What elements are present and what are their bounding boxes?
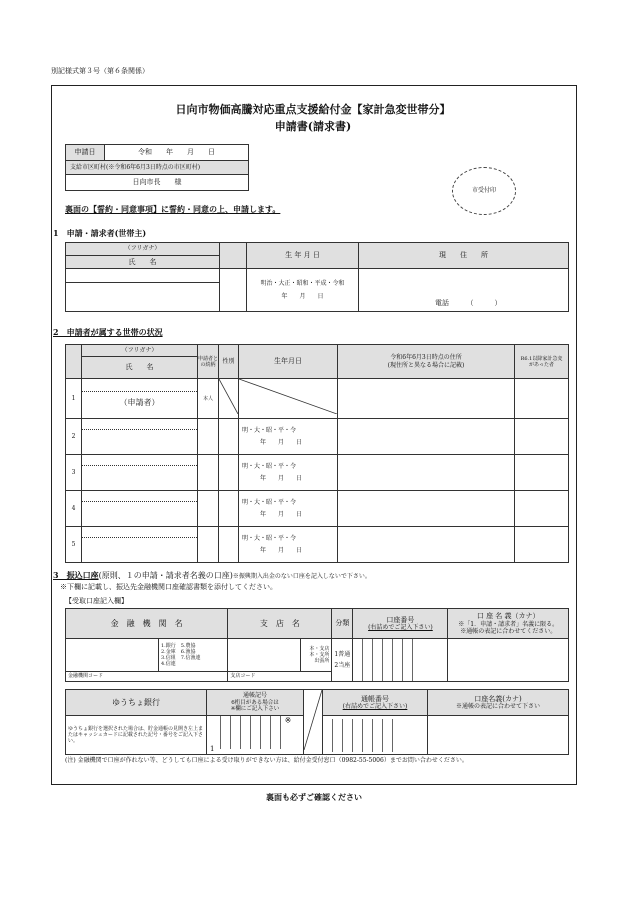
bank-name-header: 金 融 機 関 名 [66,609,228,639]
account-number-header: 口座番号 (右詰めでご記入下さい) [353,609,448,639]
form-subtitle: 申請書(請求書) [274,120,352,133]
sex-header: 性別 [219,345,239,379]
branch-type-options[interactable]: 本・支店 本・支所 出張所 [301,639,332,672]
address-header: 現 住 所 [359,243,569,269]
household-row: 4 明・大・昭・平・令 年 月 日 [66,491,569,527]
branch-name-field[interactable] [228,639,301,672]
member-name-field[interactable] [82,455,198,491]
furigana-header: （フリガナ） [66,243,220,256]
sudden-change-field[interactable] [515,379,569,419]
household-name-header: 氏 名 [82,357,198,379]
birthdate-field-disabled [239,379,338,419]
account-category-options[interactable]: 1普通 2当座 [332,639,353,682]
category-header: 分類 [332,609,353,639]
applicant-marker: （申請者） [82,391,197,417]
sudden-change-field[interactable] [515,419,569,455]
applicant-extra-field[interactable] [220,269,247,312]
municipality-label: 支給市区町村(※令和6年6月3日時点の市区町村) [66,161,249,175]
prior-address-field[interactable] [338,419,515,455]
application-box [65,144,249,191]
section2-heading: 2 申請者が属する世帯の状況 [53,327,163,337]
yucho-account-table [65,689,569,755]
sudden-change-field[interactable] [515,491,569,527]
back-side-reminder: 裏面も必ずご確認ください [266,792,362,802]
applicant-table [65,242,569,312]
sudden-change-field[interactable] [515,527,569,563]
mayor-address: 日向市長 様 [66,175,249,191]
relation-self: 本人 [198,379,219,419]
birthdate-header: 生 年 月 日 [247,243,359,269]
branch-name-header: 支 店 名 [228,609,332,639]
sex-field-disabled [219,379,239,419]
relation-header: 申請者との続柄 [198,345,219,379]
prior-address-field[interactable] [338,379,515,419]
household-row: 2 明・大・昭・平・令 年 月 日 [66,419,569,455]
yucho-holder-field[interactable] [428,716,569,755]
member-birthdate-field[interactable]: 明・大・昭・平・令 年 月 日 [239,491,338,527]
yucho-header: ゆうちょ銀行 [66,690,207,716]
prior-address-header: 令和6年6月3日時点の住所 (現住所と異なる場合に記載) [338,345,515,379]
household-table [65,344,569,563]
applicant-furigana-field[interactable] [66,269,220,283]
bank-type-options[interactable]: 1.銀行 5.農協 2.金庫 6.漁協 3.信組 7.信漁連 4.信連 [159,639,228,672]
diagonal-strike [239,379,337,414]
sudden-change-header: R6.1以降家計急変があった者 [515,345,569,379]
passbook-number-header: 通帳番号 (右詰めでご記入下さい) [323,690,428,716]
account-box-label: 【受取口座記入欄】 [65,597,128,605]
reception-stamp: 市受付印 [452,167,516,215]
diagonal-strike [304,690,322,750]
name-header: 氏 名 [66,256,220,269]
passbook-symbol-boxes[interactable] [207,716,304,755]
applicant-birthdate-field[interactable]: 明治・大正・昭和・平成・令和 年 月 日 [247,269,359,312]
date-field[interactable]: 令和 年 月 日 [105,145,249,161]
bank-name-field[interactable] [66,639,159,672]
relation-field[interactable] [198,527,219,563]
yucho-holder-header: 口座名義(カナ) ※通帳の表記に合わせて下さい [428,690,569,716]
household-birthdate-header: 生年月日 [239,345,338,379]
consent-statement: 裏面の【誓約・同意事項】に誓約・同意の上、申請します。 [65,204,281,214]
member-name-field[interactable] [82,419,198,455]
date-label: 申請日 [66,145,105,161]
member-name-field[interactable] [82,527,198,563]
account-number-boxes[interactable] [353,639,448,682]
passbook-symbol-header: 通帳記号 6桁目がある場合は ※欄にご記入下さい [207,690,304,716]
section1-heading: 1 申請・請求者(世帯主) [53,228,147,238]
sex-field[interactable] [219,419,239,455]
household-row: 5 明・大・昭・平・令 年 月 日 [66,527,569,563]
member-name-field[interactable] [82,491,198,527]
bank-account-table [65,608,569,682]
applicant-address-field[interactable] [359,269,569,312]
sixth-digit-marker: ※ [280,716,295,749]
member-birthdate-field[interactable]: 明・大・昭・平・令 年 月 日 [239,419,338,455]
member-birthdate-field[interactable]: 明・大・昭・平・令 年 月 日 [239,527,338,563]
prior-address-field[interactable] [338,527,515,563]
attachment-note: ※下欄に記載し、振込先金融機関口座確認書類を添付してください。 [60,583,277,591]
applicant-name-field[interactable] [66,283,220,312]
section3-heading: 3 振込口座(原則、１の申請・請求者名義の口座)※振興期入出金のない口座を記入しないで下さい。 [53,570,371,580]
form-reference: 別記様式第３号（第６条関係） [51,67,149,75]
footnote: (注) 金融機関で口座が作れない等、どうしても口座による受け取りができない方は、給付金受付窓口（0982-55-5006）までお問い合わせください。 [65,757,468,764]
sex-field[interactable] [219,527,239,563]
symbol-prefix: 1 [210,745,215,754]
relation-field[interactable] [198,419,219,455]
diagonal-strike [219,379,238,414]
branch-code-field[interactable]: 支店コード [228,671,332,681]
yucho-instruction: ゆうちょ銀行を選択された場合は、貯金通帳の見開き左上またはキャッシュカードに記載された記号・番号をご記入下さい。 [66,716,207,755]
account-holder-field[interactable] [448,639,569,682]
sex-field[interactable] [219,491,239,527]
phone-label: 電話 （ ） [435,299,502,308]
member-name-field[interactable] [82,379,198,419]
relation-field[interactable] [198,491,219,527]
bank-code-field[interactable]: 金融機関コード [66,671,228,681]
member-birthdate-field[interactable]: 明・大・昭・平・令 年 月 日 [239,455,338,491]
sex-field[interactable] [219,455,239,491]
form-title: 日向市物価高騰対応重点支援給付金【家計急変世帯分】 [175,103,451,116]
household-row: 3 明・大・昭・平・令 年 月 日 [66,455,569,491]
prior-address-field[interactable] [338,455,515,491]
household-row: 1 （申請者） 本人 [66,379,569,419]
prior-address-field[interactable] [338,491,515,527]
separator-slash [304,690,323,755]
sudden-change-field[interactable] [515,455,569,491]
account-holder-header: 口 座 名 義（カナ） ※「1．申請・請求者」名義に限る。 ※通帳の表記に合わせてください。 [448,609,569,639]
passbook-number-boxes[interactable] [323,716,428,755]
household-furigana-header: （フリガナ） [82,345,198,357]
relation-field[interactable] [198,455,219,491]
